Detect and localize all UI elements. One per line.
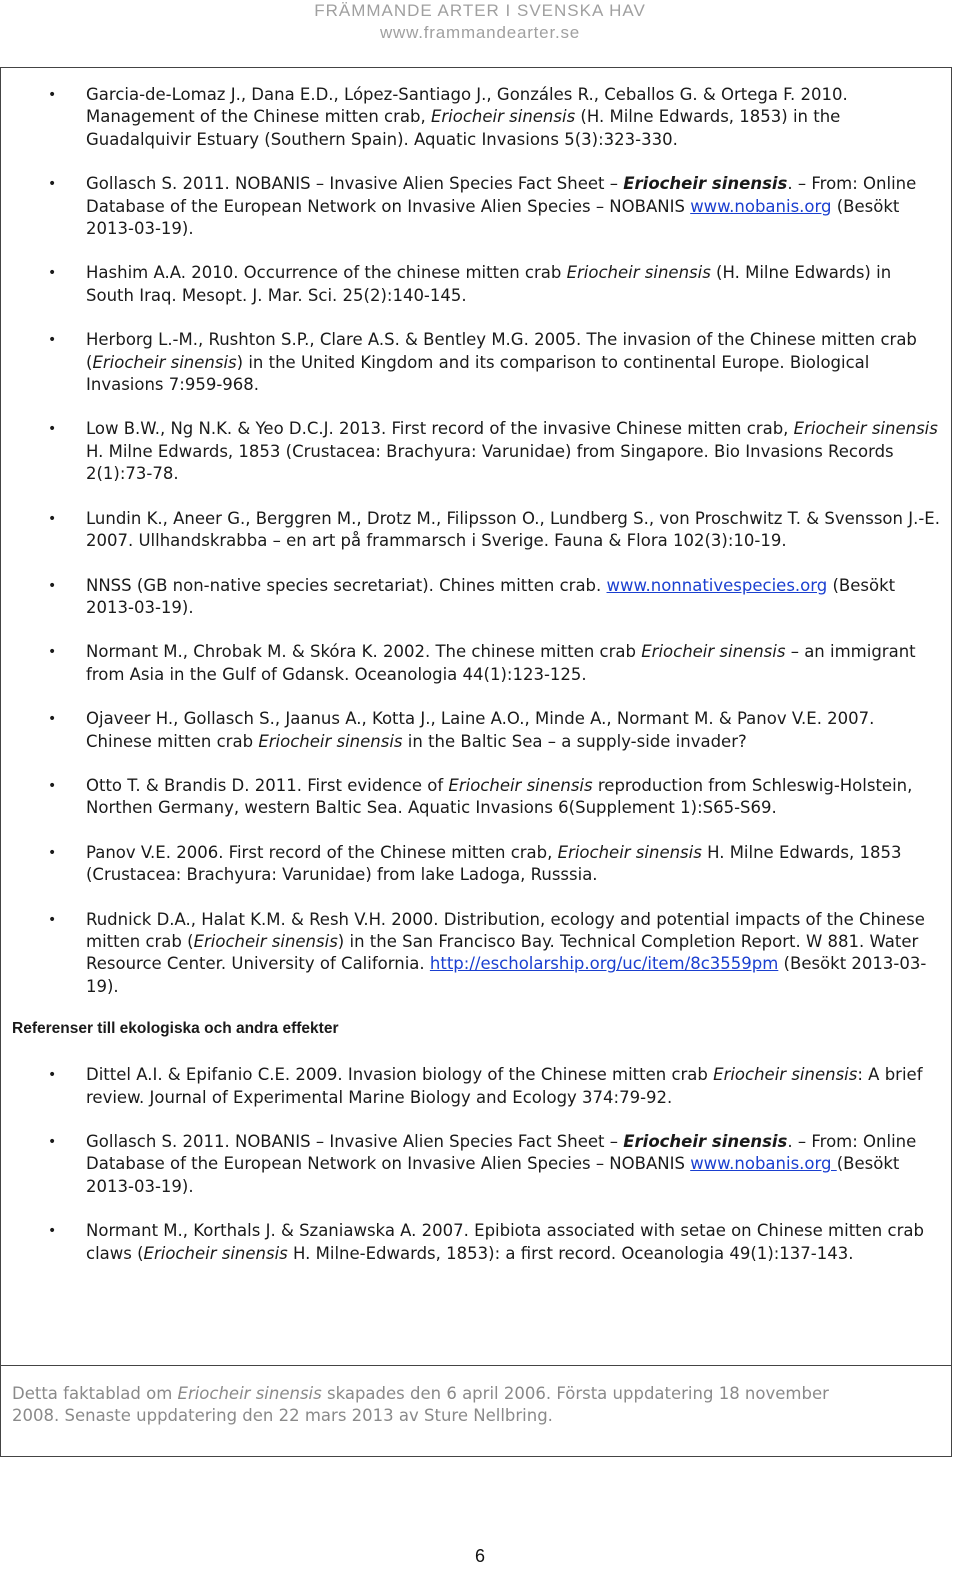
reference-text: ) in the United Kingdom and its comparison to continental Europe. Biological Invasions 7:959-968. [86, 352, 870, 395]
reference-text: Otto T. & Brandis D. 2011. First evidence of [86, 775, 449, 795]
section-heading: Referenser till ekologiska och andra effekter [12, 1020, 339, 1038]
bullet-icon: • [48, 644, 57, 661]
species-name: Eriocheir sinensis [641, 642, 786, 662]
reference-item [0, 842, 952, 887]
reference-link[interactable]: www.nobanis.org [690, 196, 832, 216]
reference-item [0, 1131, 952, 1198]
reference-text: Normant M., Korthals J. & Szaniawska A. 2007. Epibiota associated with setae on Chinese mitten crab claws ( [86, 1221, 924, 1263]
reference-text: Hashim A.A. 2010. Occurrence of the chinese mitten crab [86, 263, 567, 283]
ecology-reference-list [0, 1064, 952, 1265]
species-name: Eriocheir sinensis [448, 775, 593, 795]
reference-text: Low B.W., Ng N.K. & Yeo D.C.J. 2013. First record of the invasive Chinese mitten crab, [86, 419, 794, 439]
reference-item [0, 909, 952, 999]
reference-section [0, 84, 952, 1287]
reference-item [0, 708, 952, 753]
bullet-icon: • [48, 421, 57, 438]
species-name: Eriocheir sinensis [430, 107, 576, 127]
reference-item [0, 575, 952, 620]
reference-item [0, 1220, 952, 1265]
reference-text: – an immigrant from Asia in the Gulf of Gdansk. Oceanologia 44(1):123-125. [86, 642, 916, 684]
reference-text: (Besökt 2013-03-19). [86, 1154, 900, 1196]
bullet-icon: • [48, 265, 57, 282]
reference-text: Herborg L.-M., Rushton S.P., Clare A.S. & Bentley M.G. 2005. The invasion of the Chinese mitten crab ( [86, 330, 917, 372]
bullet-icon: • [48, 332, 57, 349]
reference-item [0, 329, 952, 396]
footer-divider [0, 1365, 952, 1366]
reference-text: Normant M., Chrobak M. & Skóra K. 2002. The chinese mitten crab [86, 642, 642, 662]
reference-text: skapades den 6 april 2006. Första uppdatering 18 november 2008. Senaste uppdatering den 22 mars 2013 av Sture Nellbring. [12, 1384, 829, 1426]
reference-text: Dittel A.I. & Epifanio C.E. 2009. Invasion biology of the Chinese mitten crab [86, 1065, 714, 1085]
bullet-icon: • [48, 176, 57, 193]
reference-text: Detta faktablad om [12, 1384, 178, 1403]
reference-item [0, 418, 952, 485]
reference-text: in the Baltic Sea – a supply-side invader? [402, 731, 747, 751]
species-name: Eriocheir sinensis [793, 419, 938, 439]
reference-text: Gollasch S. 2011. NOBANIS – Invasive Alien Species Fact Sheet – [86, 174, 624, 194]
reference-item [0, 84, 952, 151]
species-name: Eriocheir sinensis [566, 263, 711, 283]
bullet-icon: • [48, 577, 57, 594]
reference-link[interactable]: http://escholarship.org/uc/item/8c3559pm [429, 954, 779, 974]
species-name: Eriocheir sinensis [92, 352, 237, 372]
reference-text: Garcia-de-Lomaz J., Dana E.D., López-Santiago J., Gonzáles R., Ceballos G. & Ortega F. 2010. Management of the Chinese mitten crab, [86, 85, 848, 127]
bullet-icon: • [48, 844, 57, 861]
bullet-icon: • [48, 711, 57, 728]
reference-text: ) in the San Francisco Bay. Technical Completion Report. W 881. Water Resource Center. University of California. [86, 931, 919, 974]
species-name-bold: Eriocheir sinensis [623, 1132, 788, 1151]
reference-text: (Besökt 2013-03-19). [86, 575, 896, 617]
page-header [0, 0, 960, 44]
species-name: Eriocheir sinensis [177, 1384, 322, 1403]
reference-text: . – From: Online Database of the European Network on Invasive Alien Species – NOBANIS [86, 1132, 917, 1174]
header-url: www.frammandearter.se [379, 23, 581, 42]
reference-item [0, 641, 952, 686]
reference-text: Ojaveer H., Gollasch S., Jaanus A., Kotta J., Laine A.O., Minde A., Normant M. & Panov V.E. 2007. Chinese mitten crab [86, 709, 875, 751]
reference-text: H. Milne-Edwards, 1853): a first record. Oceanologia 49(1):137-143. [287, 1243, 854, 1263]
reference-text: Panov V.E. 2006. First record of the Chinese mitten crab, [86, 842, 558, 862]
reference-text: Gollasch S. 2011. NOBANIS – Invasive Alien Species Fact Sheet – [86, 1132, 624, 1151]
species-name: Eriocheir sinensis [193, 931, 338, 951]
reference-link[interactable]: www.nobanis.org [690, 1154, 837, 1174]
reference-text: (Besökt 2013-03-19). [86, 196, 900, 239]
reference-link[interactable]: www.nonnativespecies.org [606, 575, 828, 595]
bullet-icon: • [48, 911, 57, 928]
reference-text: (H. Milne Edwards) in South Iraq. Mesopt. J. Mar. Sci. 25(2):140-145. [86, 263, 892, 305]
reference-text: . – From: Online Database of the European Network on Invasive Alien Species – NOBANIS [86, 174, 917, 216]
bullet-icon: • [48, 87, 57, 103]
reference-list [0, 84, 952, 998]
bullet-icon: • [48, 1067, 57, 1084]
species-name: Eriocheir sinensis [557, 842, 702, 862]
species-name-bold: Eriocheir sinensis [623, 174, 788, 194]
species-name: Eriocheir sinensis [713, 1065, 858, 1085]
reference-text: NNSS (GB non-native species secretariat). Chines mitten crab. [86, 575, 607, 595]
bullet-icon: • [48, 1134, 57, 1150]
reference-item [0, 508, 952, 553]
footer-note [12, 1383, 872, 1428]
reference-text: Lundin K., Aneer G., Berggren M., Drotz M., Filipsson O., Lundberg S., von Proschwitz T. & Svensson J.-E. 2007. Ullhandskrabba – en art på frammarsch i Sverige. Fauna & Flora 102(3):10-19. [86, 508, 940, 551]
reference-text: Rudnick D.A., Halat K.M. & Resh V.H. 2000. Distribution, ecology and potential impacts of the Chinese mitten crab ( [86, 909, 925, 951]
reference-text: reproduction from Schleswig-Holstein, Northen Germany, western Baltic Sea. Aquatic Invasions 6(Supplement 1):S65-S69. [86, 775, 913, 818]
reference-text: (H. Milne Edwards, 1853) in the Guadalquivir Estuary (Southern Spain). Aquatic Invasions 5(3):323-330. [86, 107, 841, 149]
reference-item [0, 173, 952, 240]
reference-item [0, 1064, 952, 1109]
bullet-icon: • [48, 777, 57, 794]
bullet-icon: • [48, 510, 57, 527]
reference-text: (Besökt 2013-03-19). [86, 954, 927, 996]
page-number: 6 [474, 1546, 485, 1566]
reference-item [0, 262, 952, 307]
bullet-icon: • [48, 1223, 57, 1240]
reference-item [0, 775, 952, 820]
reference-text: H. Milne Edwards, 1853 (Crustacea: Brachyura: Varunidae) from Singapore. Bio Invasions Records 2(1):73-78. [86, 441, 894, 484]
species-name: Eriocheir sinensis [143, 1243, 288, 1263]
species-name: Eriocheir sinensis [258, 731, 403, 751]
reference-text: : A brief review. Journal of Experimental Marine Biology and Ecology 374:79-92. [86, 1065, 923, 1107]
header-title: FRÄMMANDE ARTER I SVENSKA HAV [314, 1, 646, 20]
reference-text: H. Milne Edwards, 1853 (Crustacea: Brachyura: Varunidae) from lake Ladoga, Russsia. [86, 842, 902, 885]
